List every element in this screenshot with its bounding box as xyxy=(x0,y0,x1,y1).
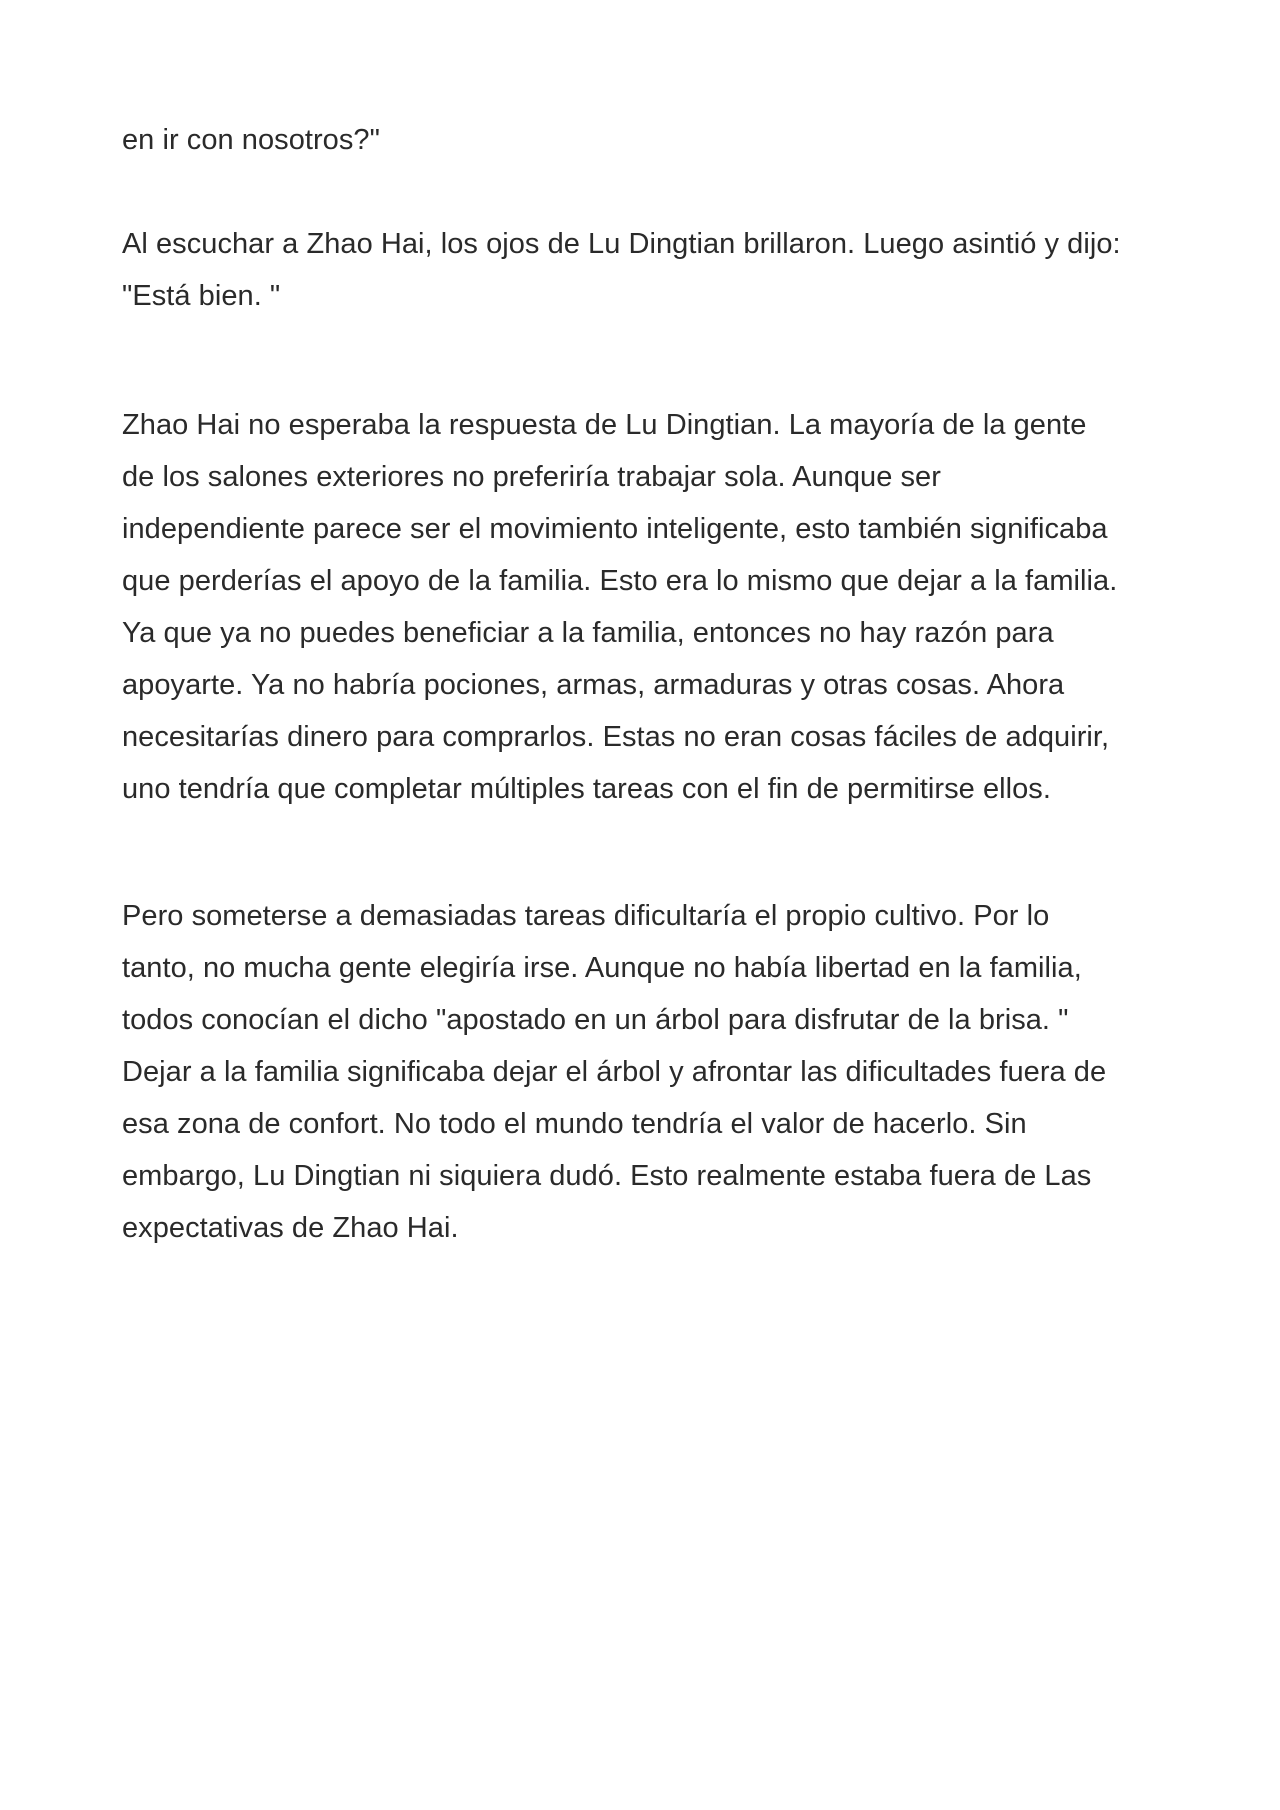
paragraph-2: Al escuchar a Zhao Hai, los ojos de Lu Dingtian brillaron. Luego asintió y dijo: "Está bien. " xyxy=(122,228,1121,312)
paragraph-3: Zhao Hai no esperaba la respuesta de Lu Dingtian. La mayoría de la gente de los salones exteriores no preferiría trabajar sola. Aunque ser independiente parece ser el movimiento inteligente, esto también significaba que perderías el apoyo de la familia. Esto era lo mismo que dejar a la familia. Ya que ya no puedes beneficiar a la familia, entonces no hay razón para apoyarte. Ya no habría pociones, armas, armaduras y otras cosas. Ahora necesitarías dinero para comprarlos. Estas no eran cosas fáciles de adquirir, uno tendría que completar múltiples tareas con el fin de permitirse ellos. xyxy=(122,409,1118,805)
paragraph-1: en ir con nosotros?" xyxy=(122,124,380,156)
paragraph-4: Pero someterse a demasiadas tareas dificultaría el propio cultivo. Por lo tanto, no mucha gente elegiría irse. Aunque no había libertad en la familia, todos conocían el dicho "apostado en un árbol para disfrutar de la brisa. " Dejar a la familia significaba dejar el árbol y afrontar las dificultades fuera de esa zona de confort. No todo el mundo tendría el valor de hacerlo. Sin embargo, Lu Dingtian ni siquiera dudó. Esto realmente estaba fuera de Las expectativas de Zhao Hai. xyxy=(122,900,1107,1244)
